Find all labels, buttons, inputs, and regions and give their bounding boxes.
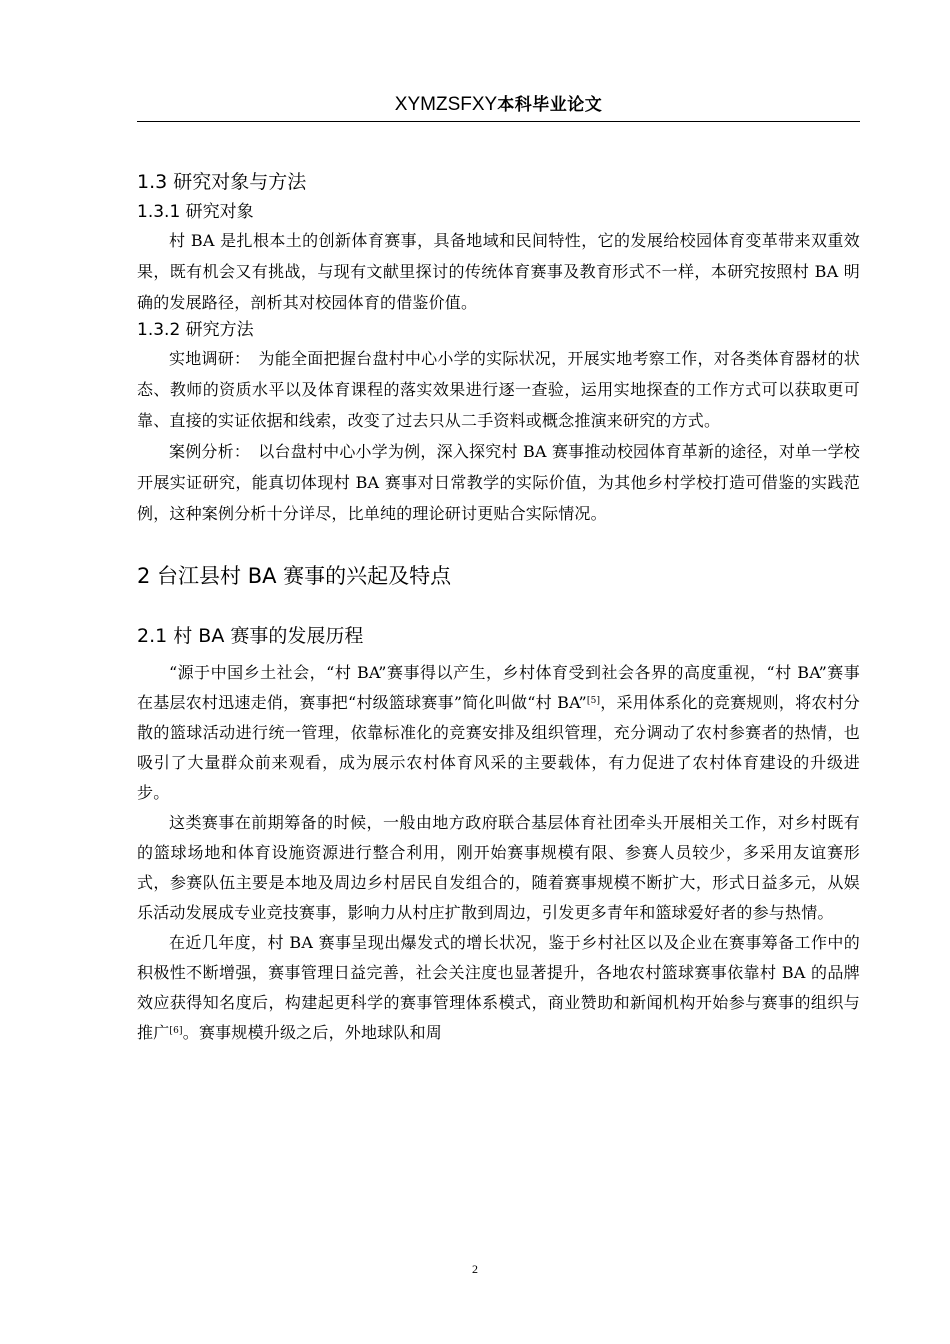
citation-5: [5] [586, 696, 601, 706]
section-1-3-2-heading: 1.3.2 研究方法 [137, 320, 254, 340]
history-paragraph-3 [137, 928, 860, 1048]
history-paragraph-3-part-b: 。赛事规模升级之后，外地球队和周 [182, 1023, 442, 1042]
history-paragraph-3-part-a: 在近几年度，村 BA 赛事呈现出爆发式的增长状况，鉴于乡村社区以及企业在赛事筹备工作中的积极性不断增强，赛事管理日益完善，社会关注度也显著提升，各地农村篮球赛事依靠村 BA 的品牌效应获得知名度后，构建起更科学的赛事管理体系模式，商业赞助和新闻机构开始参与赛事的组织与推广 [137, 933, 860, 1042]
case-study-paragraph: 案例分析： 以台盘村中心小学为例，深入探究村 BA 赛事推动校园体育革新的途径，对单一学校开展实证研究，能真切体现村 BA 赛事对日常教学的实际价值，为其他乡村学校打造可借鉴的实践范例，这种案例分析十分详尽，比单纯的理论研讨更贴合实际情况。 [137, 442, 860, 523]
research-object-paragraph: 村 BA 是扎根本土的创新体育赛事，具备地域和民间特性，它的发展给校园体育变革带来双重效果，既有机会又有挑战，与现有文献里探讨的传统体育赛事及教育形式不一样，本研究按照村 BA 明确的发展路径，剖析其对校园体育的借鉴价值。 [137, 231, 860, 312]
header-title: 本科毕业论文 [497, 95, 603, 115]
section-1-3-heading: 1.3 研究对象与方法 [137, 171, 307, 193]
page-number: 2 [472, 1262, 478, 1276]
history-paragraph-1 [137, 658, 860, 808]
page-content [137, 168, 860, 1048]
history-paragraph-1-part-a: “源于中国乡土社会，“村 BA”赛事得以产生，乡村体育受到社会各界的高度重视，“村 BA”赛事在基层农村迅速走俏，赛事把“村级篮球赛事”简化叫做“村 BA” [137, 663, 860, 712]
citation-6: [6] [169, 1026, 183, 1036]
chapter-2-heading: 2 台江县村 BA 赛事的兴起及特点 [137, 564, 452, 588]
header-rule [137, 121, 860, 122]
section-1-3-1-heading: 1.3.1 研究对象 [137, 202, 254, 222]
header-school-code: XYMZSFXY [394, 94, 498, 115]
history-paragraph-1-part-b: ，采用体系化的竞赛规则，将农村分散的篮球活动进行统一管理，依靠标准化的竞赛安排及组织管理，充分调动了农村参赛者的热情，也吸引了大量群众前来观看，成为展示农村体育风采的主要载体，有力促进了农村体育建设的升级进步。 [137, 693, 861, 802]
field-research-paragraph: 实地调研： 为能全面把握台盘村中心小学的实际状况，开展实地考察工作，对各类体育器材的状态、教师的资质水平以及体育课程的落实效果进行逐一查验，运用实地探查的工作方式可以获取更可靠、直接的实证依据和线索，改变了过去只从二手资料或概念推演来研究的方式。 [137, 349, 860, 430]
page-header [137, 92, 860, 117]
history-paragraph-2: 这类赛事在前期筹备的时候，一般由地方政府联合基层体育社团牵头开展相关工作，对乡村既有的篮球场地和体育设施资源进行整合利用，刚开始赛事规模有限、参赛人员较少，多采用友谊赛形式，参赛队伍主要是本地及周边乡村居民自发组合的，随着赛事规模不断扩大，形式日益多元，从娱乐活动发展成专业竞技赛事，影响力从村庄扩散到周边，引发更多青年和篮球爱好者的参与热情。 [137, 813, 860, 922]
section-2-1-heading: 2.1 村 BA 赛事的发展历程 [137, 625, 364, 647]
